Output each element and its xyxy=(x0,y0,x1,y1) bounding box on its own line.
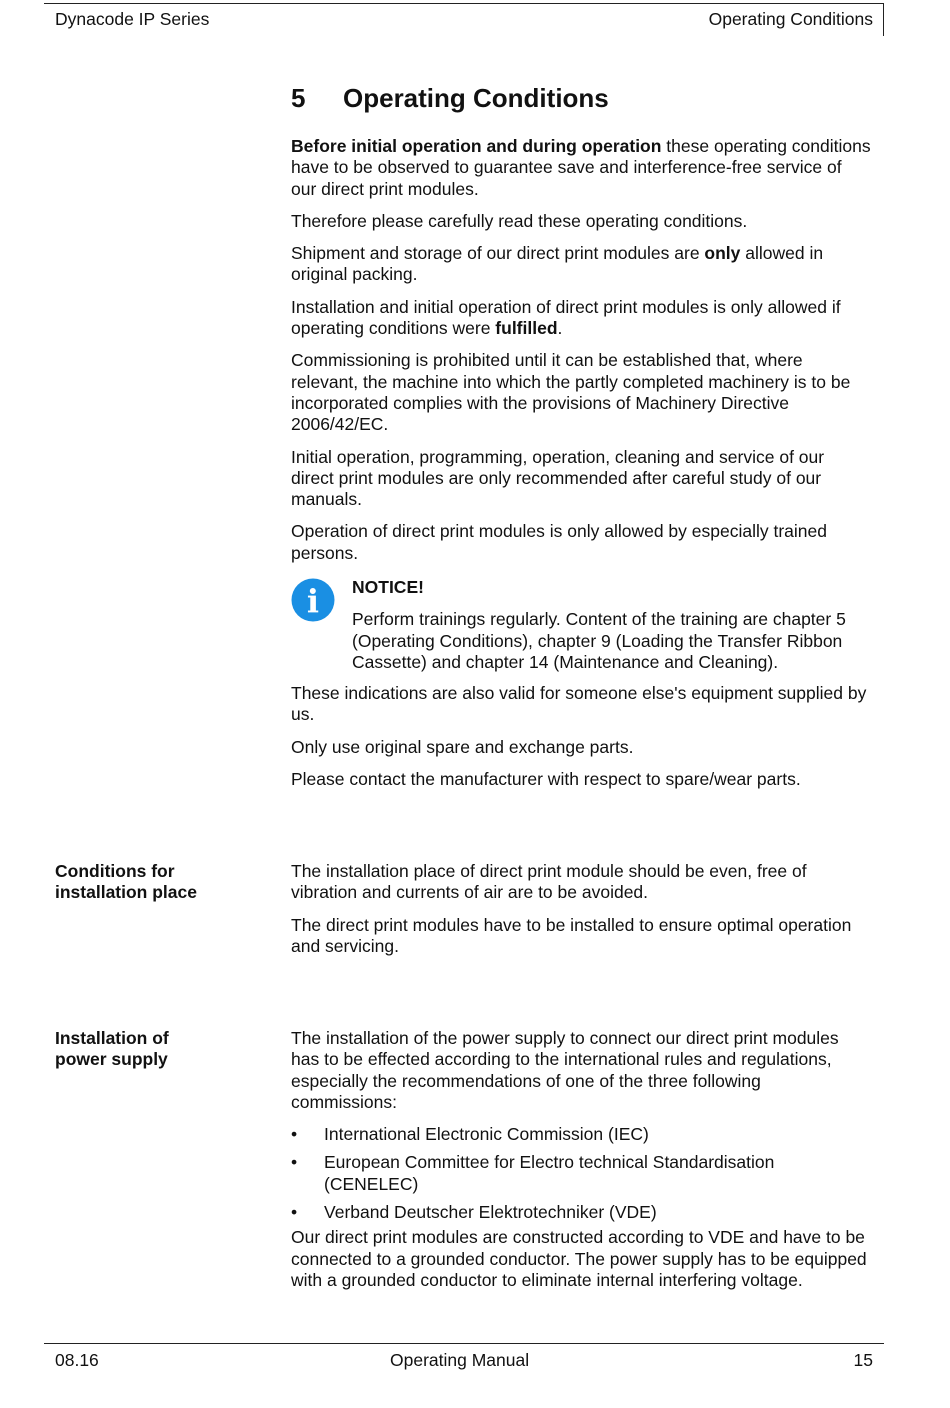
after-notice-paragraph-1: These indications are also valid for someone else's equipment supplied by us. xyxy=(291,683,867,725)
after-notice-paragraph-2: Only use original spare and exchange parts. xyxy=(291,736,634,757)
intro-paragraph-1 xyxy=(291,136,871,200)
bullet-icon: • xyxy=(291,1124,298,1145)
list-item-text: International Electronic Commission (IEC) xyxy=(324,1124,649,1145)
installation-place-label: Conditions for installation place xyxy=(55,861,197,903)
header-series: Dynacode IP Series xyxy=(55,9,210,29)
intro-section xyxy=(291,136,871,575)
header-rule xyxy=(44,3,884,4)
intro-paragraph-5: Commissioning is prohibited until it can be established that, where relevant, the machine into which the partly completed machinery is to be incorporated complies with the provisions of Machinery Directive 2006/42/EC. xyxy=(291,350,851,435)
list-item xyxy=(291,1202,871,1223)
bullet-icon: • xyxy=(291,1152,298,1173)
installation-place-paragraph-1: The installation place of direct print module should be even, free of vibration and currents of air are to be avoided. xyxy=(291,861,807,903)
intro-paragraph-7: Operation of direct print modules is only allowed by especially trained persons. xyxy=(291,521,827,563)
header-section: Operating Conditions xyxy=(708,9,873,29)
power-supply-paragraph-2: Our direct print modules are constructed according to VDE and have to be connected to a grounded conductor. The power supply has to be equipped with a grounded conductor to eliminate internal interfering voltage. xyxy=(291,1227,867,1290)
notice-text: Perform trainings regularly. Content of the training are chapter 5 (Operating Conditions), chapter 9 (Loading the Transfer Ribbon Cassette) and chapter 14 (Maintenance and Cleaning). xyxy=(352,609,846,672)
power-supply-paragraph-1: The installation of the power supply to connect our direct print modules has to be effected according to the international rules and regulations, especially the recommendations of one of the three following commissions: xyxy=(291,1028,839,1112)
bullet-icon: • xyxy=(291,1202,298,1223)
after-notice-paragraph-3: Please contact the manufacturer with respect to spare/wear parts. xyxy=(291,768,801,789)
header-corner-tick xyxy=(883,3,884,36)
power-supply-section xyxy=(291,1028,871,1302)
intro-text-4a: Installation and initial operation of direct print modules is only allowed if operating conditions were xyxy=(291,296,841,339)
power-supply-label: Installation of power supply xyxy=(55,1028,169,1070)
info-icon-letter: i xyxy=(306,582,320,620)
list-item-text: Verband Deutscher Elektrotechniker (VDE) xyxy=(324,1202,657,1223)
intro-bold-lead: Before initial operation and during operation xyxy=(291,136,662,156)
footer-rule xyxy=(44,1343,884,1344)
list-item-text: European Committee for Electro technical Standardisation (CENELEC) xyxy=(324,1152,775,1194)
footer-date: 08.16 xyxy=(55,1350,99,1370)
intro-text-3a: Shipment and storage of our direct print modules are xyxy=(291,243,705,264)
chapter-title: Operating Conditions xyxy=(343,83,609,113)
notice-body xyxy=(352,577,881,673)
notice-title: NOTICE! xyxy=(352,577,424,597)
intro-text-3b: allowed in original packing. xyxy=(291,243,824,285)
intro-paragraph-6: Initial operation, programming, operation, cleaning and service of our direct print modules are only recommended after careful study of our manuals. xyxy=(291,446,825,510)
footer-title: Operating Manual xyxy=(390,1350,530,1370)
list-item xyxy=(291,1152,871,1195)
intro-text-1: these operating conditions have to be observed to guarantee save and interference-free service of our direct print modules. xyxy=(291,136,871,199)
installation-place-paragraph-2: The direct print modules have to be installed to ensure optimal operation and servicing. xyxy=(291,914,852,956)
chapter-number: 5 xyxy=(291,83,306,113)
list-item xyxy=(291,1124,871,1145)
installation-place-section xyxy=(291,861,871,968)
commission-list xyxy=(291,1124,871,1223)
intro-text-4b: . xyxy=(557,318,563,339)
chapter-heading xyxy=(291,83,609,114)
intro-bold-fulfilled: fulfilled xyxy=(495,318,558,339)
intro-paragraph-3 xyxy=(291,243,871,286)
intro-paragraph-2: Therefore please carefully read these operating conditions. xyxy=(291,210,748,231)
intro-paragraph-4 xyxy=(291,297,871,340)
page-number: 15 xyxy=(853,1350,873,1370)
intro-bold-only: only xyxy=(704,243,741,264)
info-icon xyxy=(291,578,335,622)
after-notice-section xyxy=(291,683,871,801)
